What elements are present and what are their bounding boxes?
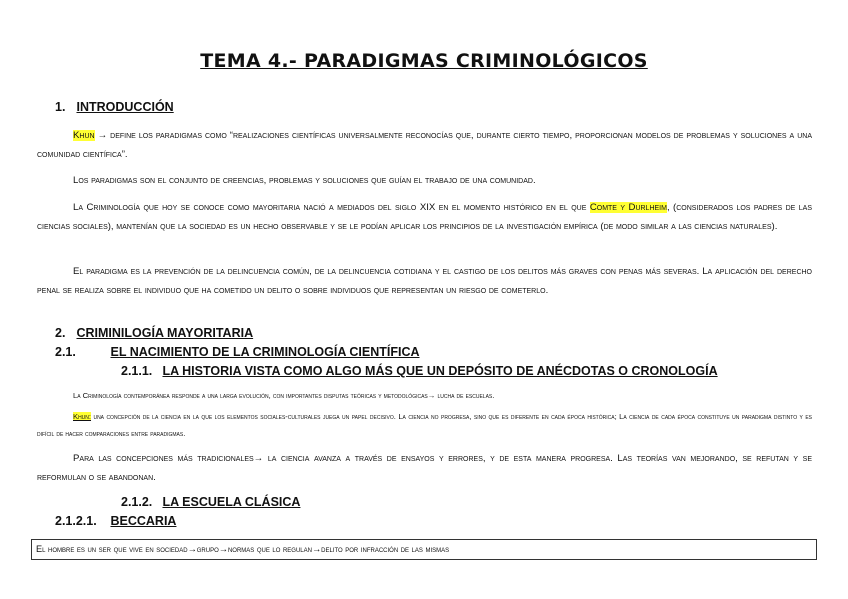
- heading-historia: [121, 364, 718, 378]
- paragraph-paradigmas: Los paradigmas son el conjunto de creencias, problemas y soluciones que guían el trabajo de una comunidad.: [73, 175, 536, 186]
- highlight-khun: Khun: [73, 130, 95, 141]
- paragraph-evolucion: La Criminología contemporánea responde a una larga evolución, con importantes disputas teóricas y metodológicas→ lucha de escuelas.: [73, 391, 495, 400]
- paragraph-prevencion: El paradigma es la prevención de la delincuencia común, de la delincuencia cotidiana y el castigo de los delitos más graves con penas más severas. La aplicación del derecho penal se realiza sobre el individuo que ha cometido un delito o sobre individuos que representan un riesgo de cometerlo.: [37, 266, 812, 296]
- boxed-summary: El hombre es un ser que vive en sociedad→grupo→normas que lo regulan→delito por infracción de las mismas: [31, 539, 817, 560]
- heading-nacimiento: [55, 345, 420, 359]
- document-title: TEMA 4.- PARADIGMAS CRIMINOLÓGICOS: [200, 50, 648, 72]
- heading-number: 2.1.2.1.: [55, 514, 97, 528]
- paragraph-text: La Criminología que hoy se conoce como mayoritaria nació a mediados del siglo XIX en el momento histórico en el que: [73, 202, 590, 213]
- paragraph-text: → define los paradigmas como “realizaciones científicas universalmente reconocías que, durante cierto tiempo, proporcionan modelos de problemas y soluciones a una comunidad científica”.: [37, 130, 812, 160]
- heading-criminologia-mayoritaria: [55, 326, 253, 340]
- paragraph-concepciones: Para las concepciones más tradicionales→ la ciencia avanza a través de ensayos y errores, y de esta manera progresa. Las teorías van mejorando, se refutan y se reformulan o se abandonan.: [37, 453, 812, 483]
- paragraph-text: una concepción de la ciencia en la que los elementos sociales-culturales juega un papel decisivo. La ciencia no progresa, sino que es diferente en cada época histórica; La ciencia de cada época constituye un paradigma distinto y es difícil de hacer comparaciones entre paradigmas.: [37, 412, 812, 438]
- heading-number: 2.: [55, 326, 66, 340]
- heading-beccaria: [55, 514, 176, 528]
- paragraph-khun-definition: [37, 126, 812, 164]
- heading-label: INTRODUCCIÓN: [76, 100, 174, 114]
- heading-escuela-clasica: [121, 495, 300, 509]
- heading-introduccion: [55, 100, 174, 114]
- heading-label: EL NACIMIENTO DE LA CRIMINOLOGÍA CIENTÍFICA: [110, 345, 420, 359]
- heading-number: 2.1.2.: [121, 495, 153, 509]
- paragraph-criminologia: [37, 198, 812, 236]
- paragraph-text: , (considerados los padres de las ciencias sociales), mantenían que la sociedad es un hecho observable y se le podían aplicar los principios de la investigación empírica (de modo similar a las ciencias naturales).: [37, 202, 813, 232]
- highlight-comte: Comte y Durlheim: [589, 202, 667, 213]
- heading-label: BECCARIA: [110, 514, 177, 528]
- heading-number: 2.1.1.: [121, 364, 153, 378]
- heading-label: LA HISTORIA VISTA COMO ALGO MÁS QUE UN DEPÓSITO DE ANÉCDOTAS O CRONOLOGÍA: [162, 364, 718, 378]
- paragraph-khun-concepcion: [37, 408, 812, 442]
- heading-number: 1.: [55, 100, 66, 114]
- heading-label: LA ESCUELA CLÁSICA: [162, 495, 301, 509]
- heading-label: CRIMINILOGÍA MAYORITARIA: [76, 326, 254, 340]
- highlight-khun: Khun:: [73, 412, 92, 421]
- heading-number: 2.1.: [55, 345, 76, 359]
